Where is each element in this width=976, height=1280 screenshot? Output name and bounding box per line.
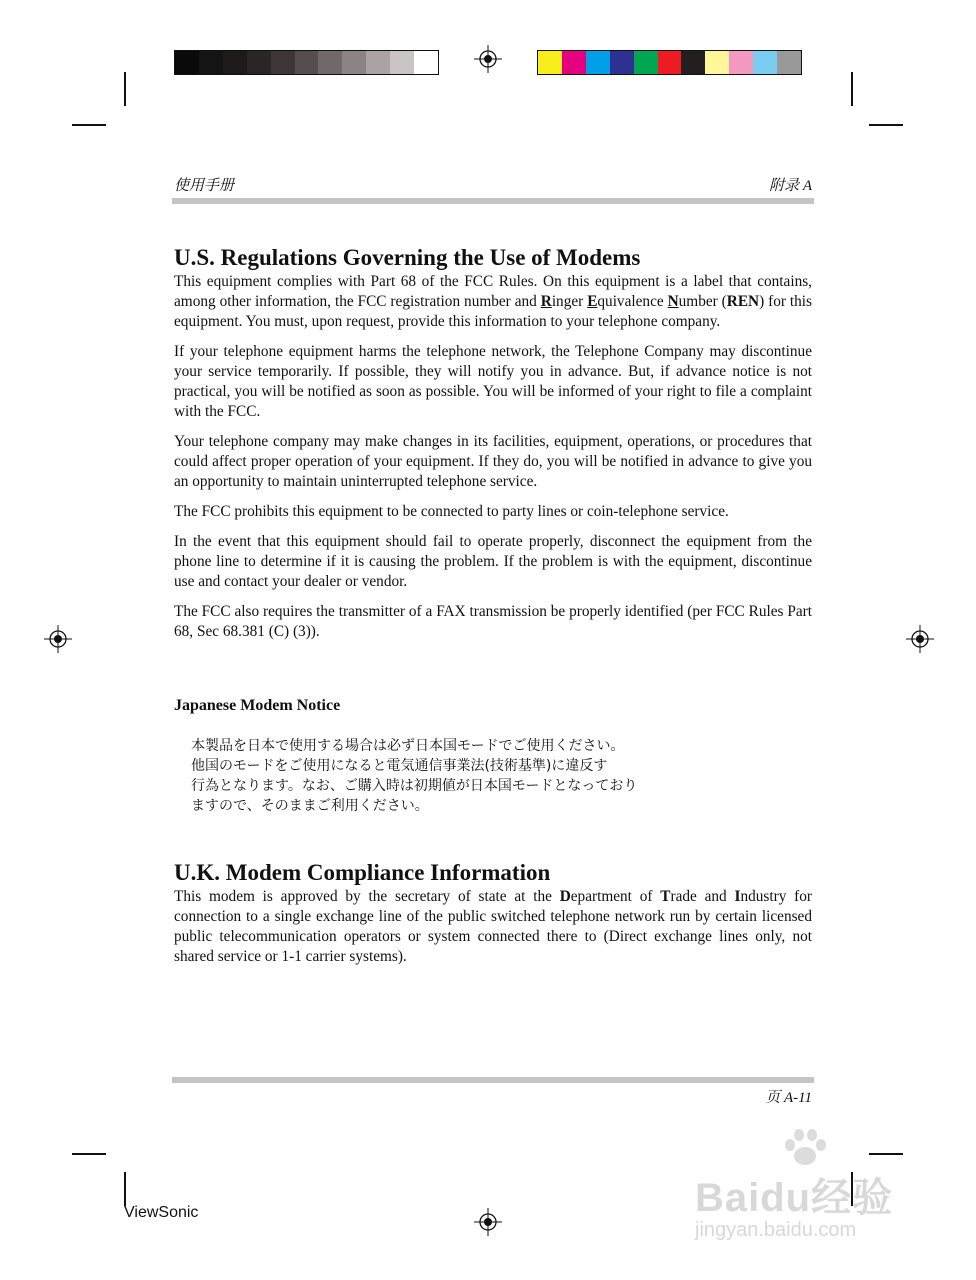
crop-mark-bottom-left-horizontal <box>72 1153 106 1155</box>
color-swatch <box>562 51 586 74</box>
gray-swatch <box>414 51 438 74</box>
color-swatch <box>634 51 658 74</box>
crop-mark-bottom-left-vertical <box>124 1172 126 1206</box>
header-rule <box>172 198 814 204</box>
brand-name: ViewSonic <box>124 1204 199 1221</box>
watermark-main: Baidu经验 <box>695 1176 894 1220</box>
us-paragraph-4: The FCC prohibits this equipment to be connected to party lines or coin-telephone service. <box>174 503 729 520</box>
japanese-notice-title: Japanese Modem Notice <box>174 697 341 714</box>
baidu-watermark <box>695 1140 893 1242</box>
color-swatch <box>777 51 801 74</box>
us-paragraph-5: In the event that this equipment should fail to operate properly, disconnect the equipment from the phone line to determine if it is causing the problem. If the problem is with the equipment, discontinue use and contact your dealer or vendor. <box>174 533 812 590</box>
uk-compliance-title: U.K. Modem Compliance Information <box>174 860 551 885</box>
us-regulations-title: U.S. Regulations Governing the Use of Modems <box>174 245 641 270</box>
running-header-left: 使用手册 <box>174 178 235 194</box>
us-paragraph-6: The FCC also requires the transmitter of a FAX transmission be properly identified (per FCC Rules Part 68, Sec 68.381 (C) (3)). <box>174 603 812 640</box>
registration-mark-right <box>906 625 934 653</box>
page-number: 页 A-11 <box>765 1090 812 1106</box>
crop-mark-top-right-vertical <box>851 72 853 106</box>
gray-swatch <box>271 51 295 74</box>
us-regulations-section <box>174 244 812 652</box>
gray-swatch <box>295 51 319 74</box>
japanese-line: 他国のモードをご使用になると電気通信事業法(技術基準)に違反す <box>191 758 608 774</box>
gray-swatch <box>175 51 199 74</box>
japanese-line: ますので、そのままご利用ください。 <box>191 798 429 814</box>
color-swatch <box>586 51 610 74</box>
color-swatch <box>705 51 729 74</box>
gray-swatch <box>342 51 366 74</box>
crop-mark-top-left-vertical <box>124 72 126 106</box>
gray-swatch <box>223 51 247 74</box>
us-paragraph-2: If your telephone equipment harms the telephone network, the Telephone Company may discontinue your service temporarily. If possible, they will notify you in advance. But, if advance notice is not practical, you will be notified as soon as possible. You will be informed of your right to file a complaint with the FCC. <box>174 343 812 420</box>
uk-compliance-section <box>174 859 812 977</box>
color-swatch <box>753 51 777 74</box>
gray-swatch <box>247 51 271 74</box>
running-header-right: 附录 A <box>769 178 812 194</box>
footer-rule <box>172 1077 814 1083</box>
watermark-url: jingyan.baidu.com <box>695 1219 857 1241</box>
gray-swatch <box>366 51 390 74</box>
us-paragraph-3: Your telephone company may make changes in its facilities, equipment, operations, or procedures that could affect proper operation of your equipment. If they do, you will be notified in advance to give you an opportunity to maintain uninterrupted telephone service. <box>174 433 812 490</box>
registration-mark-bottom <box>474 1208 502 1236</box>
grayscale-calibration-bar <box>174 50 439 75</box>
color-swatch <box>610 51 634 74</box>
color-swatch <box>658 51 682 74</box>
color-calibration-bar <box>537 50 802 75</box>
uk-paragraph-1: This modem is approved by the secretary of state at the Department of Trade and Industry for connection to a single exchange line of the public switched telephone network run by certain licensed public telecommunication operators or system connected there to (Direct exchange lines only, not shared service or 1-1 carrier systems). <box>174 888 812 965</box>
us-paragraph-1: This equipment complies with Part 68 of the FCC Rules. On this equipment is a label that contains, among other information, the FCC registration number and Ringer Equivalence Number (REN) for this equipment. You must, upon request, provide this information to your telephone company. <box>174 273 812 330</box>
japanese-line: 本製品を日本で使用する場合は必ず日本国モードでご使用ください。 <box>191 738 625 754</box>
registration-mark-left <box>44 625 72 653</box>
registration-mark-top <box>474 45 502 73</box>
japanese-line: 行為となります。なお、ご購入時は初期値が日本国モードとなっており <box>191 778 638 794</box>
gray-swatch <box>199 51 223 74</box>
crop-mark-top-left-horizontal <box>72 124 106 126</box>
gray-swatch <box>390 51 414 74</box>
color-swatch <box>729 51 753 74</box>
crop-mark-top-right-horizontal <box>869 124 903 126</box>
japanese-notice-text <box>191 736 637 816</box>
gray-swatch <box>318 51 342 74</box>
color-swatch <box>681 51 705 74</box>
color-swatch <box>538 51 562 74</box>
